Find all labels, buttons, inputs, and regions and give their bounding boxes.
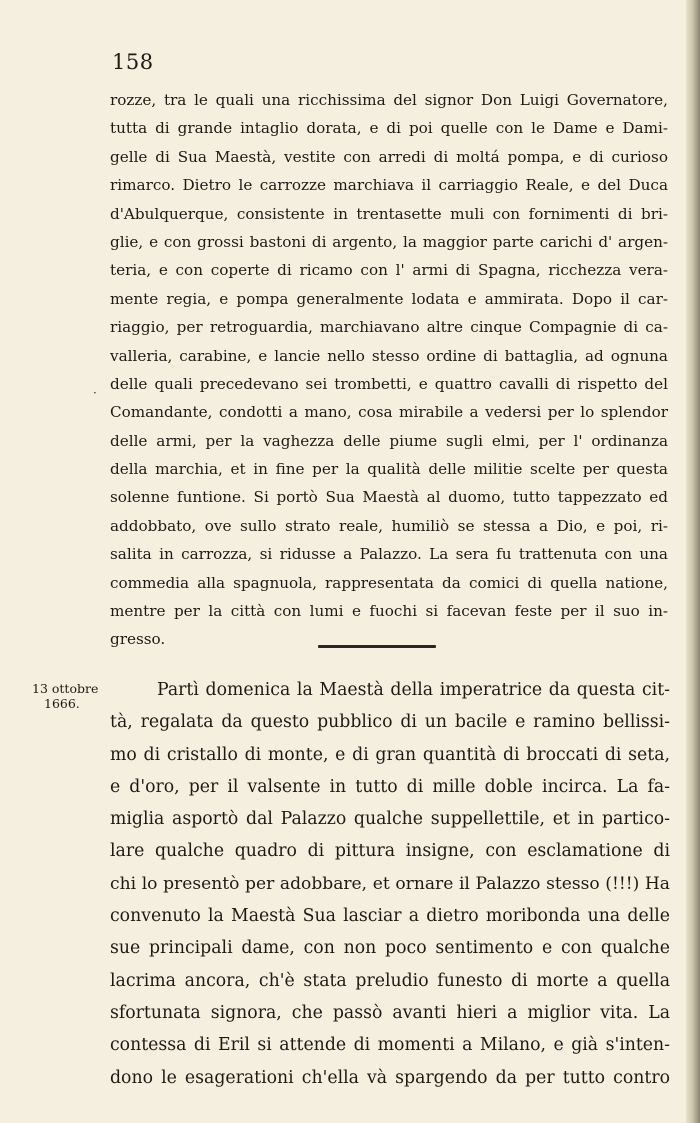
text-line: delle quali precedevano sei trombetti, e quattro cavalli di rispetto del	[110, 374, 668, 393]
text-line: rimarco. Dietro le carrozze marchiava il carriaggio Reale, e del Duca	[110, 176, 668, 195]
text-line: riaggio, per retroguardia, marchiavano altre cinque Compagnie di ca-	[110, 318, 668, 337]
text-line: salita in carrozza, si ridusse a Palazzo. La sera fu trattenuta con una	[110, 545, 668, 564]
text-line: chi lo presentò per adobbare, et ornare il Palazzo stesso (!!!) Ha	[110, 873, 670, 894]
text-line: gresso.	[110, 630, 166, 649]
text-line: delle armi, per la vaghezza delle piume sugli elmi, per l' ordinanza	[110, 431, 668, 450]
text-line: sfortunata signora, che passò avanti hieri a miglior vita. La	[110, 1002, 670, 1023]
text-line: lacrima ancora, ch'è stata preludio funesto di morte a quella	[110, 970, 670, 991]
text-line: Partì domenica la Maestà della imperatrice da questa cit-	[157, 680, 670, 700]
paragraph-continued	[110, 86, 668, 654]
text-line: tà, regalata da questo pubblico di un bacile e ramino bellissi-	[110, 712, 670, 733]
page-number: 158	[112, 50, 154, 74]
text-line: valleria, carabine, e lancie nello stesso ordine di battaglia, ad ognuna	[110, 346, 668, 365]
text-line: d'Abulquerque, consistente in trentasette muli con fornimenti di bri-	[110, 204, 668, 223]
text-line: addobbato, ove sullo strato reale, humiliò se stessa a Dio, e poi, ri-	[110, 516, 668, 535]
text-line: Comandante, condotti a mano, cosa mirabile a vedersi per lo splendor	[110, 403, 668, 422]
page-edge-shadow	[686, 0, 700, 1123]
text-line: commedia alla spagnuola, rappresentata da comici di quella natione,	[110, 573, 668, 592]
text-line: mo di cristallo di monte, e di gran quantità di broccati di seta,	[110, 744, 670, 765]
text-line: e d'oro, per il valsente in tutto di mille doble incirca. La fa-	[110, 776, 670, 797]
margin-year: 1666.	[44, 696, 80, 711]
section-divider	[318, 645, 436, 648]
text-line: mente regia, e pompa generalmente lodata e ammirata. Dopo il car-	[110, 289, 668, 308]
text-line: dono le esagerationi ch'ella và spargendo da per tutto contro	[110, 1067, 670, 1088]
text-line: mentre per la città con lumi e fuochi si facevan feste per il suo in-	[110, 602, 668, 621]
text-line: solenne funtione. Si portò Sua Maestà al duomo, tutto tappezzato ed	[110, 488, 668, 507]
text-line: contessa di Eril si attende di momenti a Milano, e già s'inten-	[110, 1035, 670, 1056]
margin-date-note	[32, 681, 98, 711]
text-line: sue principali dame, con non poco sentimento e con qualche	[110, 938, 670, 959]
dated-entry-paragraph	[110, 674, 670, 1094]
text-line: lare qualche quadro di pittura insigne, con esclamatione di	[110, 841, 670, 862]
text-line: gelle di Sua Maestà, vestite con arredi di moltá pompa, e di curioso	[110, 147, 668, 166]
text-line: della marchia, et in fine per la qualità delle militie scelte per questa	[110, 460, 668, 479]
stray-mark: ·	[93, 386, 97, 400]
text-line: miglia asportò dal Palazzo qualche suppellettile, et in partico-	[110, 809, 670, 830]
text-line: tutta di grande intaglio dorata, e di poi quelle con le Dame e Dami-	[110, 119, 668, 138]
text-line: convenuto la Maestà Sua lasciar a dietro moribonda una delle	[110, 906, 670, 927]
margin-date: 13 ottobre	[32, 681, 99, 696]
text-line: glie, e con grossi bastoni di argento, la maggior parte carichi d' argen-	[110, 232, 668, 251]
text-line: teria, e con coperte di ricamo con l' armi di Spagna, ricchezza vera-	[110, 261, 668, 280]
text-line: rozze, tra le quali una ricchissima del signor Don Luigi Governatore,	[110, 91, 668, 109]
